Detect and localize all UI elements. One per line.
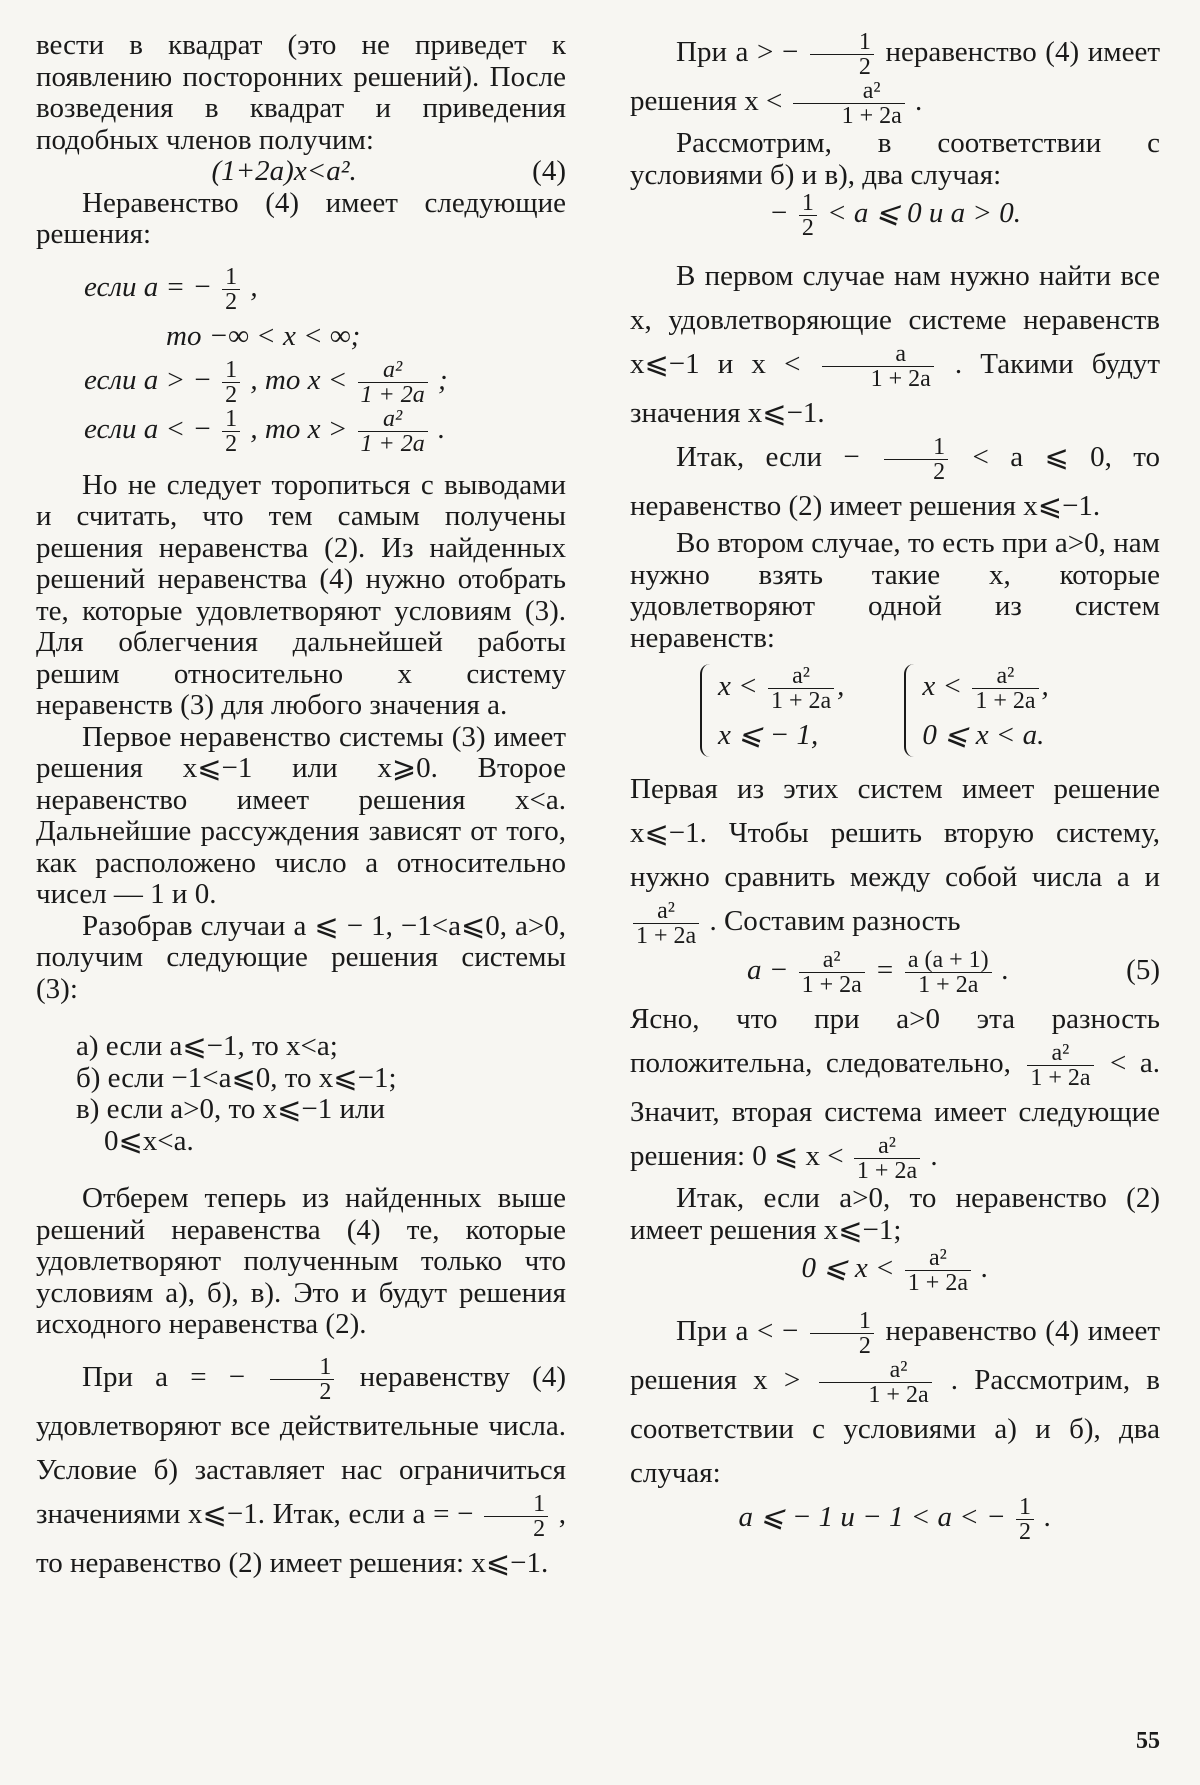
fraction <box>884 435 948 484</box>
paragraph <box>630 1309 1160 1495</box>
inequality-systems <box>630 664 1160 757</box>
text-run: < a. <box>1110 1047 1161 1080</box>
equation-number: (4) <box>532 155 566 187</box>
system-2 <box>904 664 1048 757</box>
denominator: 2 <box>270 1379 334 1404</box>
denominator: 1 + 2a <box>793 103 905 128</box>
paragraph: Неравенство (4) имеет следующие решения: <box>36 186 566 250</box>
denominator: 2 <box>222 431 240 456</box>
text-run: < a ⩽ 0, то неравенство (2) имеет решения x⩽−1. <box>630 441 1161 522</box>
fraction <box>822 342 934 391</box>
equation-text: (1+2a)x<a². <box>211 155 357 187</box>
text-run: При a = − <box>82 1360 246 1393</box>
math-text: a ⩽ − 1 и − 1 < a < − <box>738 1501 1006 1534</box>
paragraph: Но не следует торопиться с выводами и считать, что тем самым получены решения неравенства (2). Из найденных решений неравенства (4) нужно отобрать те, которые удовлетворяют условиям (3). Для облегчения дальнейшей работы решим относительно x систему неравенств (3) для любого значения a. <box>36 468 566 721</box>
denominator: 2 <box>810 54 874 79</box>
paragraph <box>630 254 1160 435</box>
text-run: Ясно, что при a>0 эта разность положительна, следовательно, <box>630 1003 1160 1080</box>
list-item: б) если −1<a⩽0, то x⩽−1; <box>76 1061 397 1094</box>
math-text: . <box>981 1252 989 1285</box>
paragraph <box>630 997 1160 1183</box>
denominator: 1 + 2a <box>768 688 834 713</box>
text-run: Значит, вторая система имеет следующие решения: 0 ⩽ x < <box>630 1096 1160 1173</box>
numerator: a² <box>792 663 810 689</box>
paragraph: Во втором случае, то есть при a>0, нам нужно взять такие x, которые удовлетворяют одной из систем неравенств: <box>630 527 1160 654</box>
fraction <box>633 899 699 948</box>
text-run: неравенство (4) имеет решения x < <box>630 36 1160 118</box>
system-lines <box>718 664 844 757</box>
fraction <box>905 1246 971 1295</box>
numerator: 1 <box>1018 1494 1031 1520</box>
math-text: , <box>250 270 258 303</box>
list-item: а) если a⩽−1, то x<a; <box>76 1030 338 1062</box>
math-text: 0 ⩽ x < <box>801 1252 895 1285</box>
math-text: . <box>1001 954 1010 987</box>
fraction <box>358 358 428 407</box>
numerator: a² <box>928 1245 947 1271</box>
system-line <box>922 664 1048 713</box>
denominator: 2 <box>222 382 240 407</box>
fraction <box>972 664 1038 713</box>
math-text: − <box>768 197 789 230</box>
paragraph: Итак, если a>0, то неравенство (2) имеет решения x⩽−1; <box>630 1182 1160 1246</box>
numerator: a² <box>996 663 1015 689</box>
case-result: то −∞ < x < ∞; <box>166 319 361 352</box>
text-run: неравенство (4) имеет решения x > <box>630 1315 1160 1397</box>
system-lines <box>922 664 1048 757</box>
denominator: 1 + 2a <box>358 382 428 407</box>
paragraph: Разобрав случаи a ⩽ − 1, −1<a⩽0, a>0, получим следующие решения системы (3): <box>36 909 566 1005</box>
text-run: . Такими будут значения x⩽−1. <box>630 348 1161 429</box>
numerator: a² <box>889 1357 908 1383</box>
display-equation <box>630 191 1160 240</box>
display-equation <box>630 1495 1160 1544</box>
right-column <box>630 30 1160 1544</box>
math-text: a − <box>747 954 789 987</box>
text-run: При a < − <box>676 1315 799 1348</box>
denominator: 2 <box>810 1333 874 1358</box>
numerator: a² <box>878 1133 896 1159</box>
denominator: 1 + 2a <box>1027 1065 1093 1090</box>
fraction <box>905 948 992 997</box>
denominator: 1 + 2a <box>905 1270 971 1295</box>
text-run: В первом случае нам нужно найти все x, удовлетворяющие системе неравенств x⩽−1 и x < <box>630 260 1160 381</box>
fraction <box>1027 1041 1093 1090</box>
fraction <box>222 358 240 407</box>
fraction <box>222 407 240 456</box>
page-number: 55 <box>1136 1728 1160 1754</box>
denominator: 1 + 2a <box>633 923 699 948</box>
case-line <box>36 358 566 407</box>
numerator: 1 <box>225 263 238 290</box>
system-1 <box>700 664 844 757</box>
fraction <box>799 948 865 997</box>
text-run: неравенству (4) удовлетворяют все действительные числа. Условие б) заставляет нас ограничиться значениями x⩽−1. Итак, если a = − <box>36 1360 567 1530</box>
text-run: . Рассмотрим, в соответствии с условиями а) и б), два случая: <box>630 1364 1160 1489</box>
system-line: 0 ⩽ x < a. <box>922 719 1045 751</box>
left-brace <box>700 664 714 757</box>
denominator: 1 + 2a <box>819 1382 931 1407</box>
text-run: , то неравенство (2) имеет решения: x⩽−1. <box>36 1497 567 1579</box>
paragraph <box>630 435 1160 528</box>
numerator: 1 <box>225 405 238 432</box>
left-brace <box>904 664 918 757</box>
fraction <box>810 1309 874 1358</box>
fraction <box>484 1492 548 1541</box>
denominator: 1 + 2a <box>854 1158 920 1183</box>
fraction <box>793 79 905 128</box>
list-item: в) если a>0, то x⩽−1 или <box>76 1093 385 1125</box>
math-text: если a > − <box>84 363 212 396</box>
paragraph: Первое неравенство системы (3) имеет решения x⩽−1 или x⩾0. Второе неравенство имеет решения x<a. Дальнейшие рассуждения зависят от того, как расположено число a относительно чисел — 1 и 0. <box>36 720 566 910</box>
denominator: 2 <box>884 459 948 484</box>
numerator: a² <box>1051 1040 1070 1066</box>
math-text: , <box>1041 670 1049 703</box>
numerator: 1 <box>858 1308 871 1334</box>
denominator: 1 + 2a <box>972 688 1038 713</box>
system-line <box>718 664 844 713</box>
equation-number: (5) <box>1126 954 1160 986</box>
equation-4 <box>36 156 566 188</box>
denominator: 2 <box>1016 1519 1034 1544</box>
paragraph <box>630 767 1160 948</box>
case-line <box>36 407 566 456</box>
numerator: a² <box>657 898 676 924</box>
denominator: 1 + 2a <box>358 431 428 456</box>
numerator: 1 <box>933 434 946 460</box>
paragraph: Отберем теперь из найденных выше решений неравенства (4) те, которые удовлетворяют полученным только что условиям а), б), в). Это и будут решения исходного неравенства (2). <box>36 1182 566 1340</box>
text-run: . <box>915 85 923 118</box>
math-text: , <box>837 670 845 703</box>
fraction <box>1016 1495 1034 1544</box>
system-line: x ⩽ − 1, <box>718 719 819 751</box>
fraction <box>819 1358 931 1407</box>
math-text: если a = − <box>84 270 212 303</box>
fraction <box>810 30 874 79</box>
numerator: a <box>895 341 906 367</box>
math-text: . <box>1044 1501 1052 1534</box>
denominator: 1 + 2a <box>799 972 865 997</box>
text-run: Итак, если − <box>676 441 860 474</box>
text-run: . <box>930 1140 938 1173</box>
denominator: 1 + 2a <box>905 972 992 997</box>
math-text: = <box>875 954 895 987</box>
numerator: a² <box>383 356 403 383</box>
paragraph: вести в квадрат (это не приведет к появлению посторонних решений). После возведения в квадрат и приведения подобных членов получим: <box>36 29 566 156</box>
math-text: , то x < <box>250 363 348 396</box>
numerator: a² <box>862 78 881 104</box>
paragraph: Рассмотрим, в соответствии с условиями б) и в), два случая: <box>630 127 1160 191</box>
denominator: 2 <box>799 215 817 240</box>
denominator: 2 <box>484 1516 548 1541</box>
denominator: 1 + 2a <box>822 366 934 391</box>
numerator: 1 <box>533 1490 546 1517</box>
fraction <box>854 1134 920 1183</box>
fraction <box>222 265 240 314</box>
numerator: a (a + 1) <box>907 947 989 973</box>
text-run: При a > − <box>676 36 799 69</box>
text-run: . Составим разность <box>709 905 961 938</box>
fraction <box>358 407 428 456</box>
math-text: , то x > <box>250 412 348 445</box>
numerator: 1 <box>319 1353 332 1380</box>
case-line <box>36 265 566 314</box>
numerator: 1 <box>225 356 238 383</box>
math-text: x < <box>922 670 963 703</box>
paragraph <box>630 30 1160 128</box>
denominator: 2 <box>222 289 240 314</box>
numerator: a² <box>822 947 841 973</box>
math-text: ; <box>438 363 448 396</box>
left-column <box>36 30 566 1585</box>
math-text: < a ⩽ 0 и a > 0. <box>827 197 1021 230</box>
math-text: если a < − <box>84 412 212 445</box>
fraction <box>768 664 834 713</box>
equation-5 <box>630 948 1160 997</box>
numerator: a² <box>383 405 403 432</box>
fraction <box>799 191 817 240</box>
fraction <box>270 1355 334 1404</box>
math-text: . <box>438 412 446 445</box>
list-item: 0⩽x<a. <box>104 1124 194 1157</box>
display-equation <box>630 1246 1160 1295</box>
text-run: Первая из этих систем имеет решение x⩽−1. Чтобы решить вторую систему, нужно сравнить между собой числа a и <box>630 773 1160 893</box>
numerator: 1 <box>801 190 814 216</box>
paragraph <box>36 1355 566 1585</box>
math-text: x < <box>718 670 758 703</box>
numerator: 1 <box>858 29 871 55</box>
